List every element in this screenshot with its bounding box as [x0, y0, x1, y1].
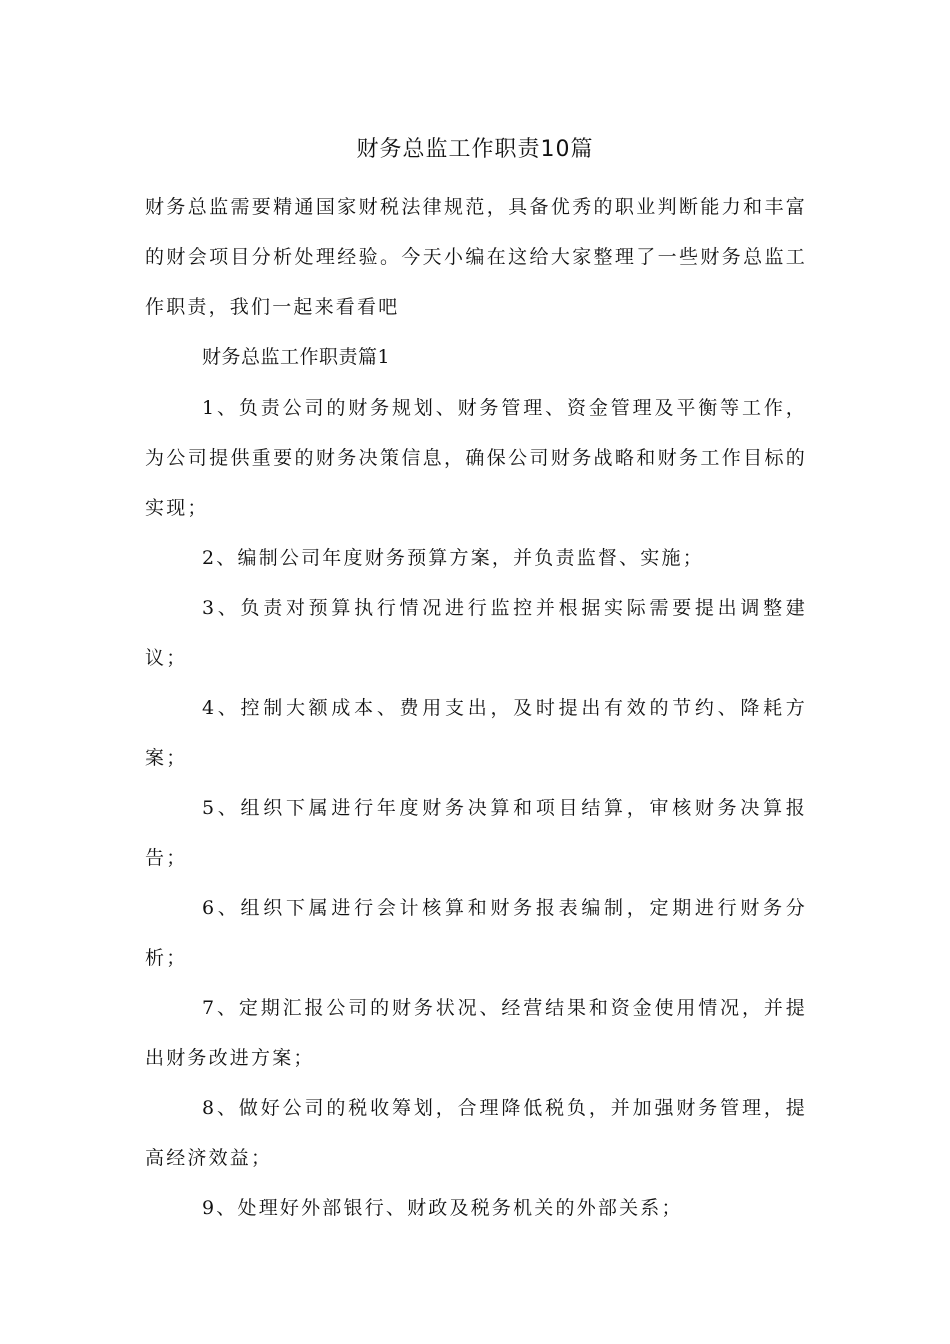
intro-paragraph: 财务总监需要精通国家财税法律规范，具备优秀的职业判断能力和丰富的财会项目分析处理经验。今天小编在这给大家整理了一些财务总监工作职责，我们一起来看看吧 [145, 196, 807, 318]
duty-item-5: 5、组织下属进行年度财务决算和项目结算，审核财务决算报告； [145, 797, 807, 869]
section-heading: 财务总监工作职责篇1 [202, 346, 391, 368]
duty-item-7: 7、定期汇报公司的财务状况、经营结果和资金使用情况，并提出财务改进方案； [145, 997, 807, 1069]
duty-item-1: 1、负责公司的财务规划、财务管理、资金管理及平衡等工作，为公司提供重要的财务决策信息，确保公司财务战略和财务工作目标的实现； [145, 397, 807, 519]
duty-item-9: 9、处理好外部银行、财政及税务机关的外部关系； [202, 1197, 683, 1219]
duty-item-6: 6、组织下属进行会计核算和财务报表编制，定期进行财务分析； [145, 897, 807, 969]
document-title: 财务总监工作职责10篇 [356, 137, 594, 162]
duty-item-3: 3、负责对预算执行情况进行监控并根据实际需要提出调整建议； [145, 597, 807, 669]
document-body [145, 182, 807, 1233]
duty-item-8: 8、做好公司的税收筹划，合理降低税负，并加强财务管理，提高经济效益； [145, 1097, 807, 1169]
duty-item-2: 2、编制公司年度财务预算方案，并负责监督、实施； [202, 547, 704, 569]
duty-item-4: 4、控制大额成本、费用支出，及时提出有效的节约、降耗方案； [145, 697, 807, 769]
